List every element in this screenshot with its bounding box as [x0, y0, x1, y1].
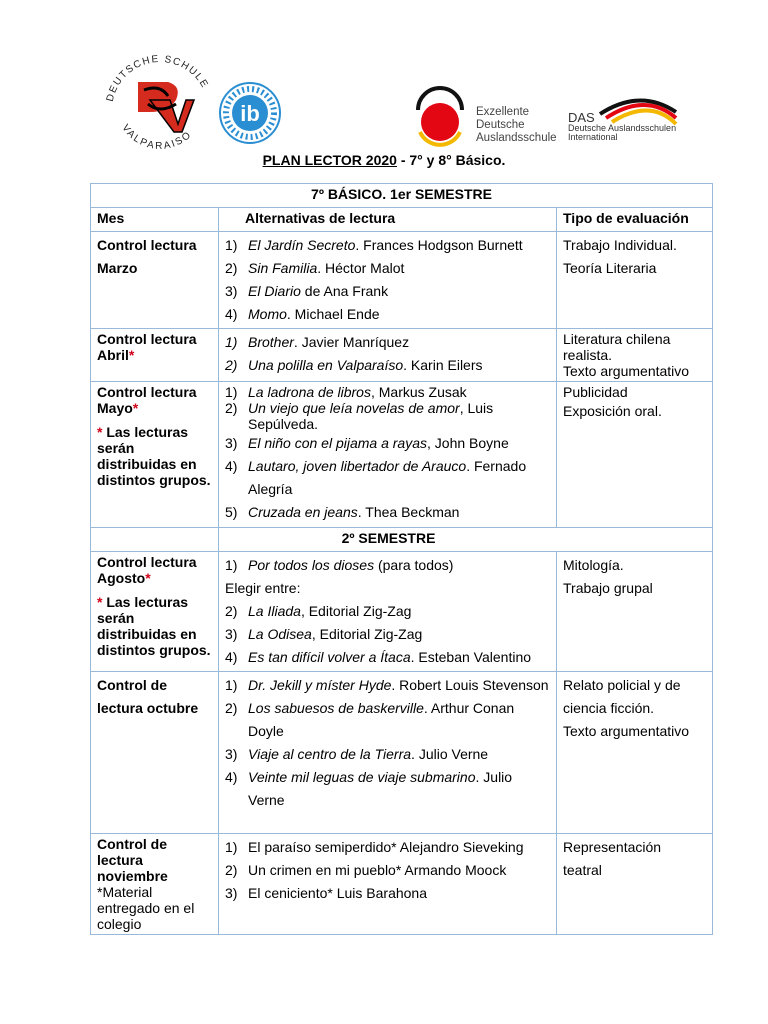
list-item: 2) Una polilla en Valparaíso. Karin Eilers — [225, 357, 483, 373]
list-item: 3) El ceniciento* Luis Barahona — [225, 885, 428, 901]
das-mark: DAS — [568, 110, 595, 125]
evaluation-type: Trabajo Individual. — [563, 237, 677, 253]
mes-month: Mayo — [97, 400, 133, 416]
alternatives-cell — [219, 834, 557, 935]
excellent-school-logo — [418, 88, 557, 145]
table-row — [91, 382, 713, 528]
list-item: 1) Brother. Javier Manríquez — [225, 334, 410, 350]
list-item: 4) Veinte mil leguas de viaje submarino. Julio Verne — [225, 769, 513, 808]
list-item: 1) La ladrona de libros, Markus Zusak — [225, 384, 467, 400]
mes-label: Control de lectura noviembre — [97, 836, 168, 884]
alternatives-cell — [219, 382, 557, 528]
list-item: 2) Sin Familia. Héctor Malot — [225, 260, 405, 276]
choose-label: Elegir entre: — [225, 580, 301, 596]
ds-arc-text: DEUTSCHE SCHULE — [104, 53, 211, 103]
semester-1-row — [91, 184, 713, 208]
list-item: 2) Los sabuesos de baskerville. Arthur Conan Doyle — [225, 700, 515, 739]
mes-label: Control lectura — [97, 384, 197, 400]
ds-bottom-text: VALPARAISO — [119, 122, 195, 150]
header-row — [91, 208, 713, 232]
list-item: 1) El paraíso semiperdido* Alejandro Sieveking — [225, 839, 524, 855]
col-header-tipo: Tipo de evaluación — [557, 208, 713, 232]
title-rest: - 7° y 8° Básico. — [396, 152, 506, 168]
mes-month: Agosto — [97, 570, 146, 586]
mes-month: Marzo — [97, 260, 138, 276]
mes-cell — [91, 382, 219, 528]
list-item: 5) Cruzada en jeans. Thea Beckman — [225, 504, 460, 520]
evaluation-type: Exposición oral. — [563, 403, 662, 419]
das-line-2: International — [568, 132, 618, 142]
list-item: 2) Un viejo que leía novelas de amor, Luis Sepúlveda. — [225, 400, 494, 432]
col-header-alternativas: Alternativas de lectura — [219, 208, 557, 232]
excellent-line-2: Deutsche — [476, 119, 525, 131]
das-line-1: Deutsche Auslandsschulen — [568, 123, 677, 133]
deutsche-schule-logo — [105, 54, 211, 150]
das-logo — [568, 100, 676, 142]
mes-cell — [91, 834, 219, 935]
excellent-line-3: Auslandsschule — [476, 132, 557, 144]
mes-label: Control lectura — [97, 331, 197, 347]
asterisk: * — [128, 347, 135, 363]
evaluation-cell — [557, 834, 713, 935]
list-item: 2) Un crimen en mi pueblo* Armando Moock — [225, 862, 507, 878]
evaluation-cell — [557, 672, 713, 834]
list-item: 1) Dr. Jekill y míster Hyde. Robert Louis Stevenson — [225, 677, 549, 693]
mes-cell — [91, 329, 219, 382]
ib-logo — [220, 83, 280, 143]
material-note: *Material entregado en el colegio — [97, 884, 195, 932]
evaluation-type: Texto argumentativo — [563, 723, 690, 739]
reading-plan-table — [90, 183, 713, 935]
list-item: 3) El Diario de Ana Frank — [225, 283, 389, 299]
evaluation-type: Mitología. — [563, 557, 624, 573]
list-item: 3) La Odisea, Editorial Zig-Zag — [225, 626, 423, 642]
group-note: * Las lecturas serán distribuidas en distintos grupos. — [97, 594, 211, 658]
mes-label: Control de — [97, 677, 167, 693]
col-header-mes: Mes — [91, 208, 219, 232]
evaluation-type: Relato policial y de ciencia ficción. — [563, 677, 681, 716]
table-row — [91, 232, 713, 329]
evaluation-cell — [557, 329, 713, 382]
list-item: 4) Lautaro, joven libertador de Arauco. Fernado Alegría — [225, 458, 527, 497]
semester-2-row — [91, 528, 713, 552]
asterisk: * — [145, 570, 151, 586]
page-title — [0, 152, 768, 168]
list-item: 4) Es tan difícil volver a Ítaca. Esteban Valentino — [225, 649, 532, 665]
excellent-line-1: Exzellente — [476, 106, 530, 118]
evaluation-type: Representación — [563, 839, 662, 855]
evaluation-type: Publicidad — [563, 384, 628, 400]
group-note: * Las lecturas serán distribuidas en distintos grupos. — [97, 424, 211, 488]
table-row — [91, 552, 713, 672]
mes-label: Control lectura — [97, 554, 197, 570]
mes-month: Abril — [97, 347, 129, 363]
table-row — [91, 834, 713, 935]
evaluation-type: Trabajo grupal — [563, 580, 653, 596]
semester-2-header: 2º SEMESTRE — [219, 528, 713, 552]
title-main: PLAN LECTOR 2020 — [262, 152, 397, 168]
evaluation-type: teatral — [563, 862, 602, 878]
semester-1-header: 7º BÁSICO. 1er SEMESTRE — [91, 184, 713, 208]
mes-label: Control lectura — [97, 237, 197, 253]
alternatives-cell — [219, 232, 557, 329]
evaluation-type: Teoría Literaria — [563, 260, 657, 276]
evaluation-cell — [557, 382, 713, 528]
ib-mark: ib — [240, 101, 260, 126]
list-item: 1) Por todos los dioses (para todos) — [225, 557, 454, 573]
evaluation-cell — [557, 552, 713, 672]
evaluation-type: Literatura chilena realista. — [563, 331, 671, 363]
evaluation-type: Texto argumentativo — [563, 363, 690, 379]
mes-cell — [91, 232, 219, 329]
table-row — [91, 329, 713, 382]
alternatives-cell — [219, 552, 557, 672]
alternatives-cell — [219, 672, 557, 834]
mes-month: lectura octubre — [97, 700, 199, 716]
asterisk: * — [132, 400, 139, 416]
mes-cell — [91, 672, 219, 834]
list-item: 1) El Jardín Secreto. Frances Hodgson Burnett — [225, 237, 523, 253]
table-row — [91, 672, 713, 834]
alternatives-cell — [219, 329, 557, 382]
list-item: 2) La Iliada, Editorial Zig-Zag — [225, 603, 412, 619]
header-logos — [0, 0, 768, 150]
evaluation-cell — [557, 232, 713, 329]
list-item: 3) Viaje al centro de la Tierra. Julio Verne — [225, 746, 489, 762]
mes-cell — [91, 552, 219, 672]
empty-cell — [91, 528, 219, 552]
list-item: 3) El niño con el pijama a rayas, John Boyne — [225, 435, 509, 451]
list-item: 4) Momo. Michael Ende — [225, 306, 380, 322]
